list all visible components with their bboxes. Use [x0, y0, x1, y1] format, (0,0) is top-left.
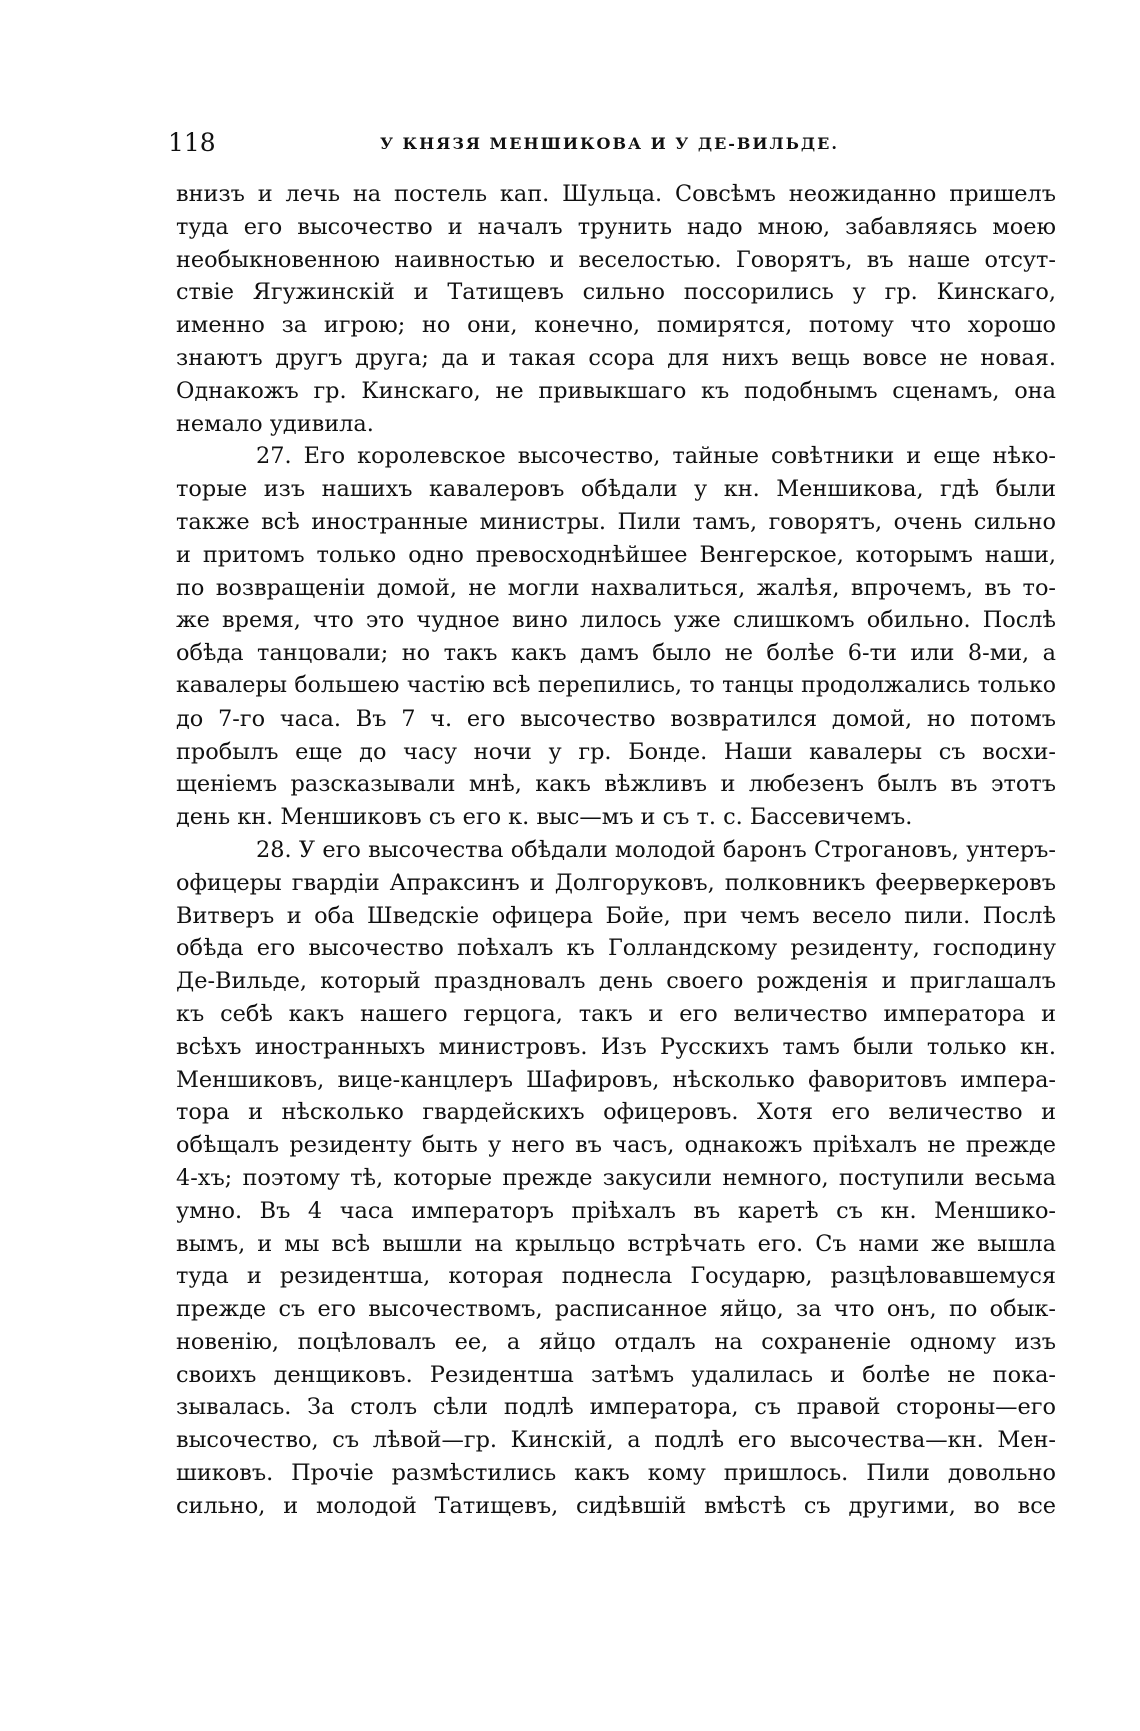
text-line: немало удивила.	[176, 410, 374, 437]
text-line: 28. У его высочества обѣдали молодой баронъ Строгановъ, унтеръ-	[256, 836, 1056, 863]
paragraph-2	[176, 440, 1056, 834]
running-head: У КНЯЗЯ МЕНШИКОВА И У ДЕ-ВИЛЬДЕ.	[380, 134, 839, 153]
body-text	[176, 178, 1056, 1523]
page-header	[168, 128, 1056, 168]
text-line: же время, что это чудное вино лилось уже слишкомъ обильно. Послѣ	[176, 607, 1056, 634]
text-line: пробылъ еще до часу ночи у гр. Бонде. Наши кавалеры съ восхи-	[176, 738, 1056, 765]
text-line: Витверъ и оба Шведскіе офицера Бойе, при чемъ весело пили. Послѣ	[176, 902, 1056, 929]
text-line: по возвращеніи домой, не могли нахвалиться, жалѣя, впрочемъ, въ то-	[176, 574, 1056, 601]
text-line: кавалеры большею частію всѣ перепились, то танцы продолжались только	[176, 672, 1056, 698]
text-line: Де-Вильде, который праздновалъ день своего рожденія и приглашалъ	[176, 968, 1056, 995]
text-line: туда и резидентша, которая поднесла Государю, разцѣловавшемуся	[176, 1263, 1056, 1290]
text-line: всѣхъ иностранныхъ министровъ. Изъ Русскихъ тамъ были только кн.	[176, 1033, 1056, 1060]
text-line: обѣщалъ резиденту быть у него въ часъ, однакожъ пріѣхалъ не прежде	[176, 1132, 1056, 1159]
text-line: высочество, съ лѣвой—гр. Кинскій, а подлѣ его высочества—кн. Мен-	[176, 1427, 1056, 1454]
text-line: туда его высочество и началъ трунить надо мною, забавляясь моею	[176, 213, 1056, 240]
text-line: 27. Его королевское высочество, тайные совѣтники и еще нѣко-	[256, 443, 1056, 470]
text-line: ствіе Ягужинскій и Татищевъ сильно поссорились у гр. Кинскаго,	[176, 279, 1056, 306]
text-line: шиковъ. Прочіе размѣстились какъ кому пришлось. Пили довольно	[176, 1460, 1056, 1487]
text-line: также всѣ иностранные министры. Пили тамъ, говорятъ, очень сильно	[176, 508, 1056, 535]
page-number: 118	[168, 128, 216, 157]
text-line: обѣда его высочество поѣхалъ къ Голландскому резиденту, господину	[176, 935, 1056, 962]
text-line: новенію, поцѣловалъ ее, а яйцо отдалъ на сохраненіе одному изъ	[176, 1328, 1056, 1355]
text-line: къ себѣ какъ нашего герцога, такъ и его величество императора и	[176, 1000, 1056, 1027]
text-line: сильно, и молодой Татищевъ, сидѣвшій вмѣстѣ съ другими, во все	[176, 1492, 1056, 1519]
text-line: необыкновенною наивностью и веселостью. Говорятъ, въ наше отсут-	[176, 246, 1056, 273]
text-line: зывалась. За столъ сѣли подлѣ императора, съ правой стороны—его	[176, 1394, 1056, 1421]
text-line: 4-хъ; поэтому тѣ, которые прежде закусили немного, поступили весьма	[176, 1164, 1056, 1191]
paragraph-1	[176, 178, 1056, 440]
text-line: Меншиковъ, вице-канцлеръ Шафировъ, нѣсколько фаворитовъ импера-	[176, 1066, 1056, 1093]
text-line: знаютъ другъ друга; да и такая ссора для нихъ вещь вовсе не новая.	[176, 344, 1056, 371]
text-line: внизъ и лечь на постель кап. Шульца. Совсѣмъ неожиданно пришелъ	[176, 181, 1056, 207]
text-line: обѣда танцовали; но такъ какъ дамъ было не болѣе 6-ти или 8-ми, а	[176, 640, 1056, 667]
text-line: тора и нѣсколько гвардейскихъ офицеровъ. Хотя его величество и	[176, 1099, 1056, 1126]
text-line: торые изъ нашихъ кавалеровъ обѣдали у кн. Меншикова, гдѣ были	[176, 476, 1056, 503]
text-line: офицеры гвардіи Апраксинъ и Долгоруковъ, полковникъ феерверкеровъ	[176, 869, 1056, 896]
text-line: день кн. Меншиковъ съ его к. выс—мъ и съ т. с. Бассевичемъ.	[176, 804, 913, 831]
text-line: и притомъ только одно превосходнѣйшее Венгерское, которымъ наши,	[176, 541, 1056, 568]
text-line: до 7-го часа. Въ 7 ч. его высочество возвратился домой, но потомъ	[176, 705, 1056, 732]
text-line: именно за игрою; но они, конечно, помирятся, потому что хорошо	[176, 312, 1056, 339]
text-line: своихъ денщиковъ. Резидентша затѣмъ удалилась и болѣе не пока-	[176, 1361, 1056, 1388]
text-line: щеніемъ разсказывали мнѣ, какъ вѣжливъ и любезенъ былъ въ этотъ	[176, 771, 1056, 798]
paragraph-3	[176, 834, 1056, 1523]
text-line: Однакожъ гр. Кинскаго, не привыкшаго къ подобнымъ сценамъ, она	[176, 377, 1056, 404]
text-line: умно. Въ 4 часа императоръ пріѣхалъ въ каретѣ съ кн. Меншико-	[176, 1197, 1056, 1224]
text-line: вымъ, и мы всѣ вышли на крыльцо встрѣчать его. Съ нами же вышла	[176, 1230, 1056, 1257]
text-line: прежде съ его высочествомъ, расписанное яйцо, за что онъ, по обык-	[176, 1296, 1056, 1323]
